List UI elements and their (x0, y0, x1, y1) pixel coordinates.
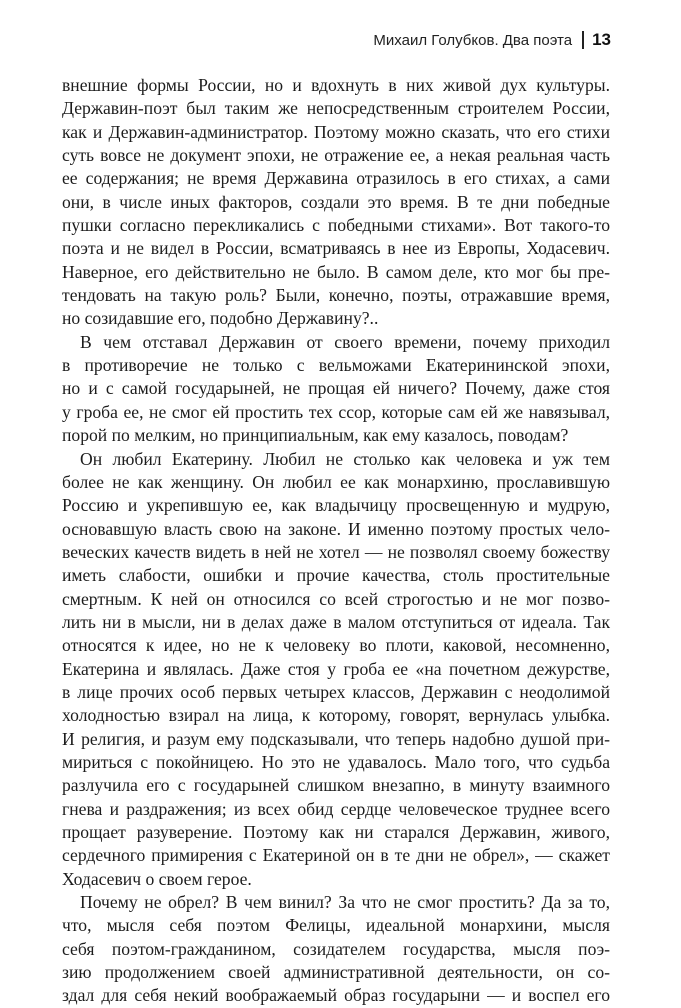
text-line: в противоречие не только с вельможами Екатерининской эпохи, (62, 355, 610, 376)
text-line: иметь слабости, ошибки и прочие качества, столь простительные (62, 565, 610, 586)
text-line: Россию и укрепившую ее, как владычицу просвещенную и мудрую, (62, 495, 610, 516)
paragraph (62, 331, 610, 448)
header-separator (582, 31, 584, 49)
text-line: порой по мелким, но принципиальным, как ему казалось, поводам? (62, 425, 569, 446)
text-line: себя поэтом-гражданином, созидателем государства, мысля поэ- (62, 938, 610, 959)
text-line: Екатерина и являлась. Даже стоя у гроба ее «на почетном дежурстве, (62, 658, 610, 679)
text-line: основавшую власть свою на законе. И именно поэтому простых чело- (62, 518, 610, 539)
page-header (373, 30, 611, 50)
running-head: Михаил Голубков. Два поэта (373, 31, 573, 49)
text-line: смертным. К ней он относился со всей строгостью и не мог позво- (62, 588, 610, 609)
body-text (62, 74, 610, 1008)
text-line: но созидавшие его, подобно Державину?.. (62, 308, 379, 329)
text-line: прощает разуверение. Поэтому как ни старался Державин, живого, (62, 822, 610, 842)
text-line: Ходасевич о своем герое. (62, 868, 252, 889)
text-line: относятся к идее, но не к человеку во плоти, каковой, несомненно, (62, 635, 610, 656)
text-line: холодностью взирал на лица, к которому, говорят, вернулась улыбка. (62, 705, 610, 726)
text-line: более не как женщину. Он любил ее как монархиню, прославившую (62, 471, 610, 492)
text-line: ее содержания; не время Державина отразилось в его стихах, а сами (62, 168, 610, 189)
text-line: Наверное, его действительно не было. В самом деле, кто мог бы пре- (62, 261, 610, 282)
text-line: Державин-поэт был таким же непосредственным строителем России, (62, 98, 610, 119)
paragraph (62, 891, 610, 1008)
text-line: зию продолжением своей административной деятельности, он со- (62, 962, 610, 983)
text-line: тендовать на такую роль? Были, конечно, поэты, отражавшие время, (62, 285, 610, 306)
text-line: пушки согласно перекликались с победными стихами». Вот такого-то (62, 215, 610, 236)
text-line: они, в числе иных факторов, создали это время. В те дни победные (62, 191, 610, 212)
text-line: суть вовсе не документ эпохи, не отражение ее, а некая реальная часть (62, 145, 610, 166)
text-line: мириться с покойницею. Но это не удавалось. Мало того, что судьба (62, 751, 610, 772)
text-line: лить ни в мысли, ни в делах даже в малом отступиться от идеала. Так (62, 611, 610, 632)
text-line: Он любил Екатерину. Любил не столько как человека и уж тем (80, 448, 610, 469)
text-line: у гроба ее, не смог ей простить тех ссор, которые сам ей же навязывал, (62, 401, 610, 422)
text-line: И религия, и разум ему подсказывали, что теперь надобно душой при- (62, 728, 610, 749)
paragraph (62, 74, 610, 331)
text-line: сердечного примирения с Екатериной он в те дни не обрел», — скажет (62, 845, 610, 866)
paragraph (62, 448, 610, 892)
text-line: разлучила его с государыней слишком внезапно, в минуту взаимного (62, 775, 610, 796)
text-line: как и Державин-администратор. Поэтому можно сказать, что его стихи (62, 121, 610, 142)
text-line: в лице прочих особ первых четырех классов, Державин с неодолимой (62, 681, 610, 702)
text-line: поэта и не видел в России, всматриваясь в нее из Европы, Ходасевич. (62, 238, 610, 259)
text-line: Почему не обрел? В чем винил? За что не смог простить? Да за то, (80, 892, 610, 913)
text-line: здал для себя некий воображаемый образ государыни — и воспел его (62, 985, 610, 1006)
page-number: 13 (592, 30, 611, 49)
text-line: гнева и раздражения; из всех обид сердце человеческое труднее всего (62, 798, 610, 819)
text-line: внешние формы России, но и вдохнуть в них живой дух культуры. (62, 75, 610, 95)
text-line: но и с самой государыней, не прощая ей ничего? Почему, даже стоя (62, 378, 610, 399)
text-line: что, мысля себя поэтом Фелицы, идеальной монархини, мысля (62, 915, 610, 936)
text-line: В чем отставал Державин от своего времени, почему приходил (80, 331, 610, 352)
text-line: веческих качеств видеть в ней не хотел — не позволял своему божеству (62, 541, 610, 562)
